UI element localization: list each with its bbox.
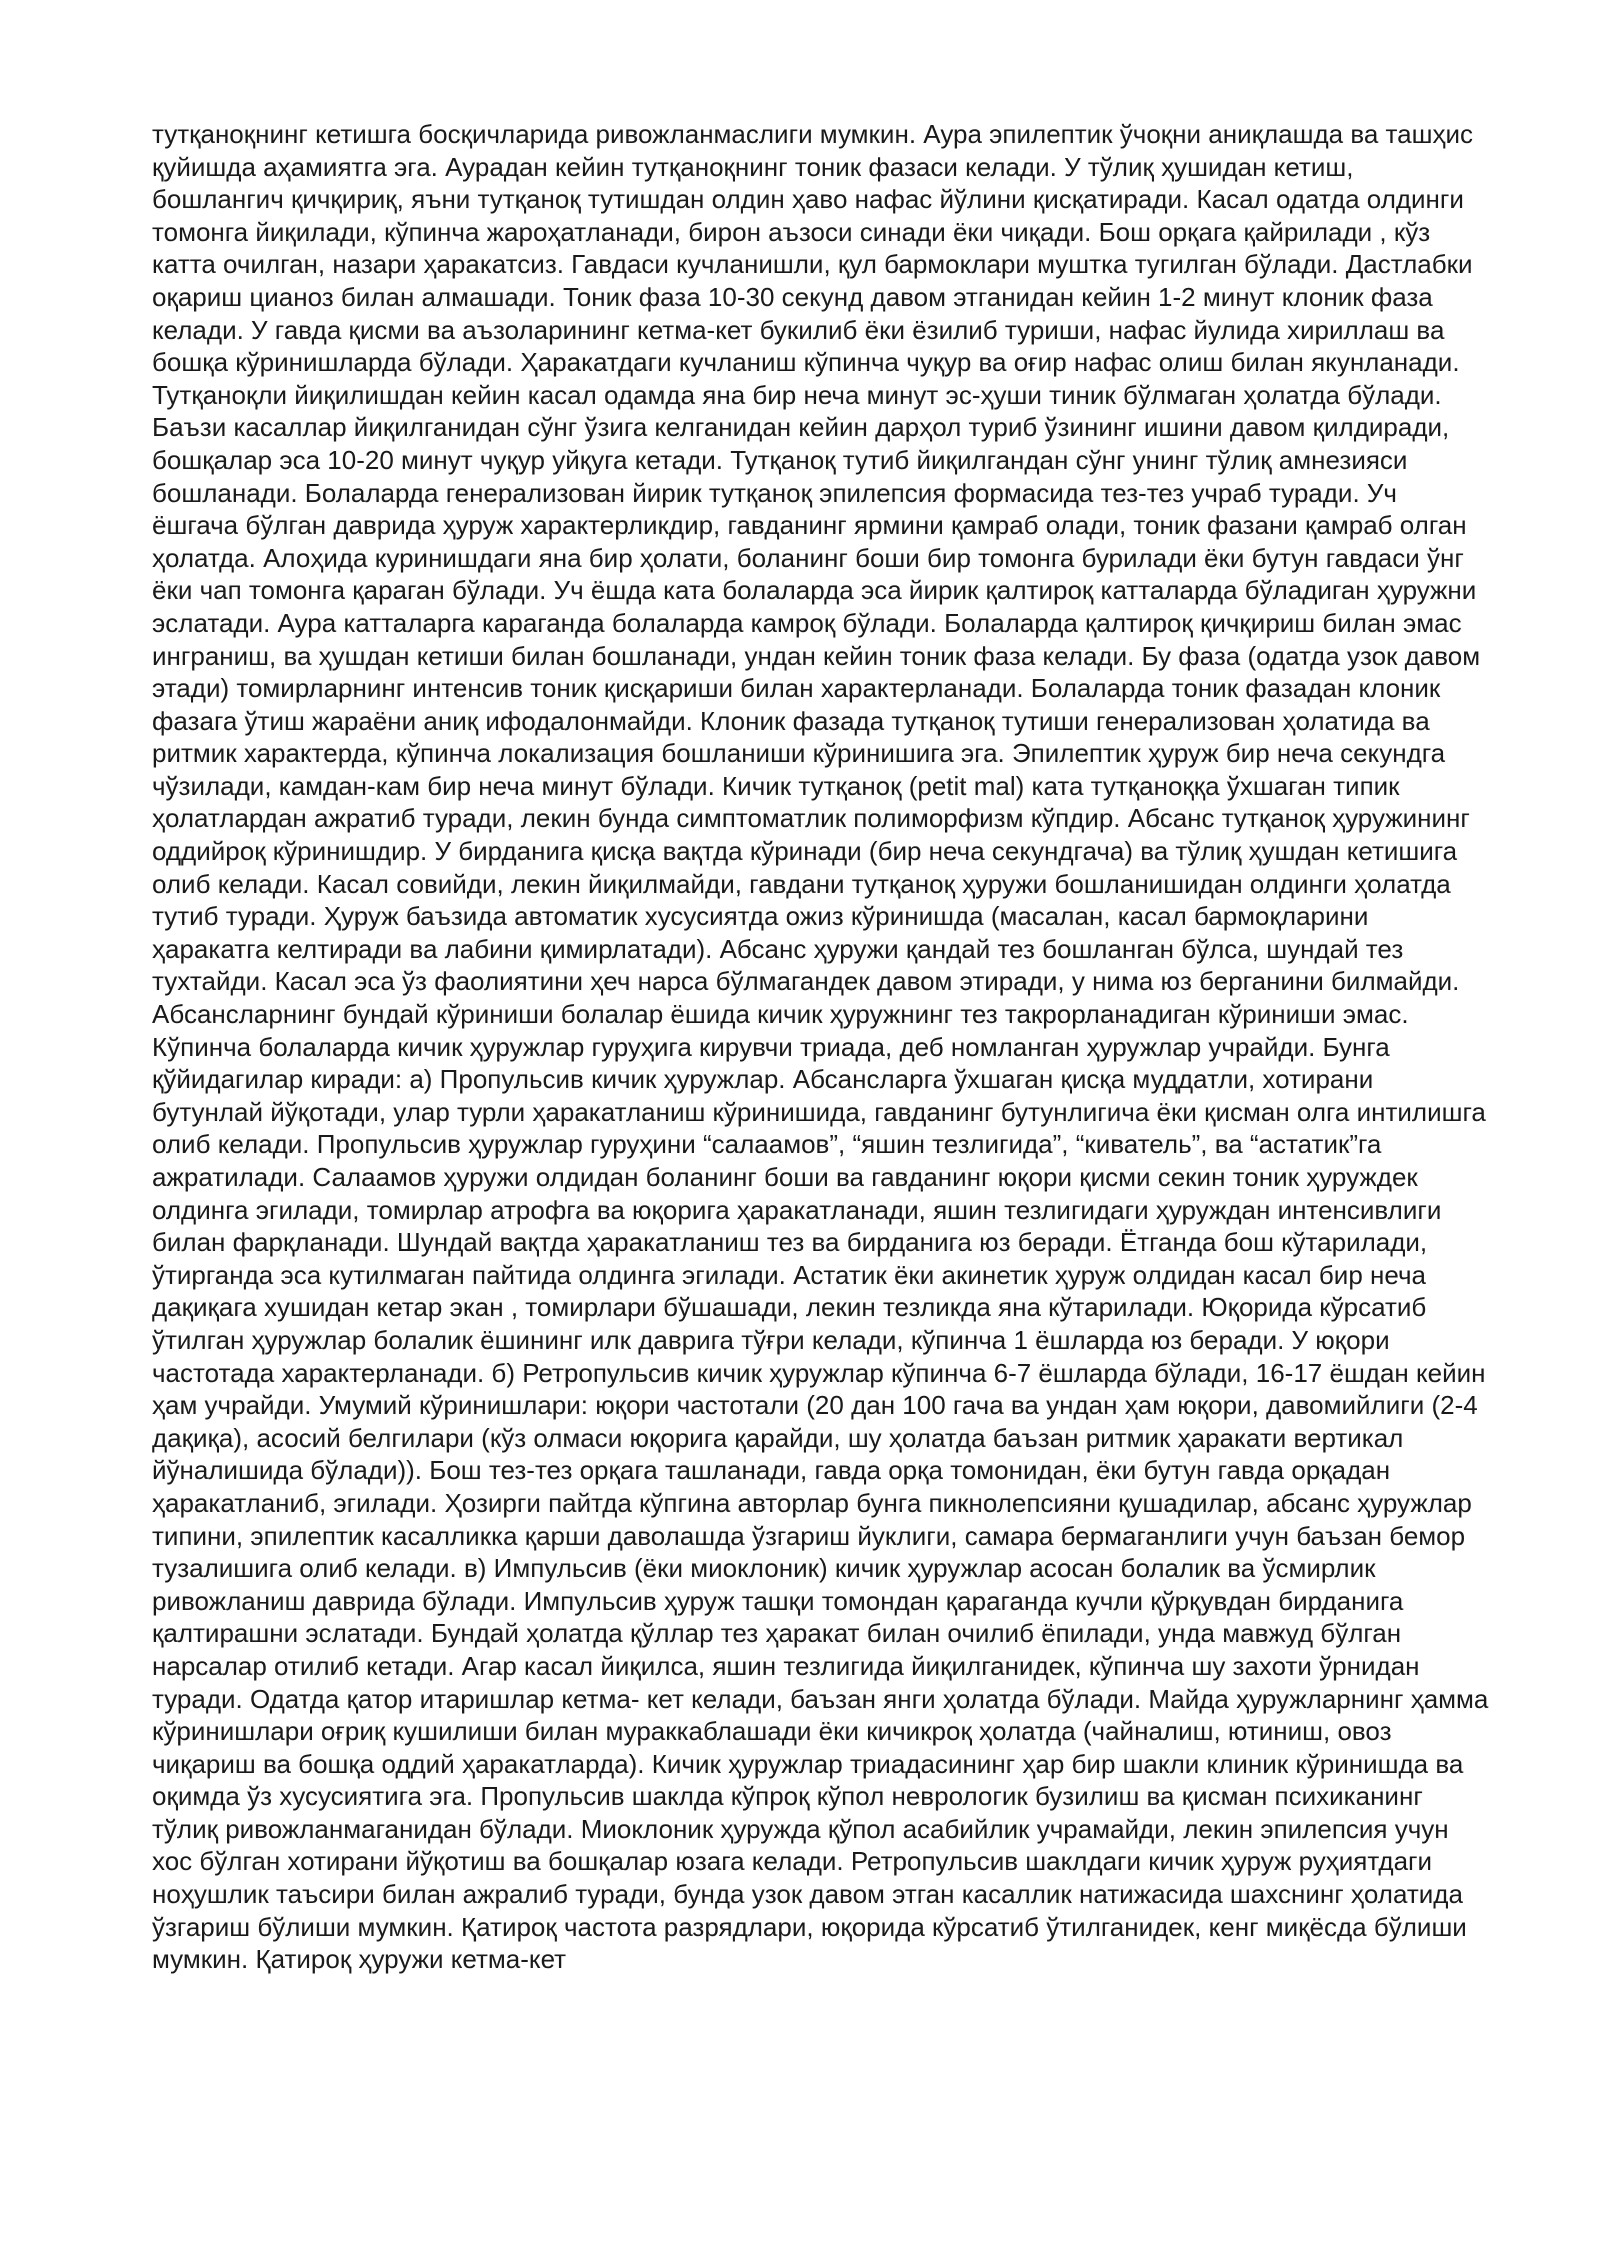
body-paragraph: тутқаноқнинг кетишга босқичларида ривожланмаслиги мумкин. Аура эпилептик ўчоқни аниқлашда ва ташҳис қуйишда аҳамиятга эга. Аурадан кейин тутқаноқнинг тоник фазаси келади. У тўлиқ ҳушидан кетиш, бошлангич қичқириқ, яъни тутқаноқ тутишдан олдин ҳаво нафас йўлини қисқатиради. Касал одатда олдинги томонга йиқилади, кўпинча жароҳатланади, бирон аъзоси синади ёки чиқади. Бош орқага қайрилади , кўз катта очилган, назари ҳаракатсиз. Гавдаси кучланишли, қул бармоклари муштка тугилган бўлади. Дастлабки оқариш цианоз билан алмашади. Тоник фаза 10-30 секунд давом этганидан кейин 1-2 минут клоник фаза келади. У гавда қисми ва аъзоларининг кетма-кет букилиб ёки ёзилиб туриши, нафас йулида хириллаш ва бошқа кўринишларда бўлади. Ҳаракатдаги кучланиш кўпинча чуқур ва оғир нафас олиш билан якунланади. Тутқаноқли йиқилишдан кейин касал одамда яна бир неча минут эс-ҳуши тиник бўлмаган ҳолатда бўлади. Баъзи касаллар йиқилганидан сўнг ўзига келганидан кейин дарҳол туриб ўзининг ишини давом қилдиради, бошқалар эса 10-20 минут чуқур уйқуга кетади. Тутқаноқ тутиб йиқилгандан сўнг унинг тўлиқ амнезияси бошланади. Болаларда генерализован йирик тутқаноқ эпилепсия формасида тез-тез учраб туради. Уч ёшгача бўлган даврида ҳуруж характерликдир, гавданинг ярмини қамраб олади, тоник фазани қамраб олган ҳолатда. Алоҳида куринишдаги яна бир ҳолати, боланинг боши бир томонга бурилади ёки бутун гавдаси ўнг ёки чап томонга қараган бўлади. Уч ёшда ката болаларда эса йирик қалтироқ катталарда бўладиган ҳуружни эслатади. Аура катталарга караганда болаларда камроқ бўлади. Болаларда қалтироқ қичқириш билан эмас инграниш, ва ҳушдан кетиши билан бошланади, ундан кейин тоник фаза келади. Бу фаза (одатда узок давом этади) томирларнинг интенсив тоник қисқариши билан характерланади. Болаларда тоник фазадан клоник фазага ўтиш жараёни аниқ ифодалонмайди. Клоник фазада тутқаноқ тутиши генерализован ҳолатида ва ритмик характерда, кўпинча локализация бошланиши кўринишига эга. Эпилептик ҳуруж бир неча секундга чўзилади, камдан-кам бир неча минут бўлади. Кичик тутқаноқ (petit mal) ката тутқаноққа ўхшаган типик ҳолатлардан ажратиб туради, лекин бунда симптоматлик полиморфизм кўпдир. Абсанс тутқаноқ ҳуружининг оддийроқ кўринишдир. У бирданига қисқа вақтда кўринади (бир неча секундгача) ва тўлиқ ҳушдан кетишига олиб келади. Касал совийди, лекин йиқилмайди, гавдани тутқаноқ ҳуружи бошланишидан олдинги ҳолатда тутиб туради. Ҳуруж баъзида автоматик хусусиятда ожиз кўринишда (масалан, касал бармоқларини ҳаракатга келтиради ва лабини қимирлатади). Абсанс ҳуружи қандай тез бошланган бўлса, шундай тез тухтайди. Касал эса ўз фаолиятини ҳеч нарса бўлмагандек давом этиради, у нима юз берганини билмайди. Абсансларнинг бундай кўриниши болалар ёшида кичик ҳуружнинг тез такрорланадиган кўриниши эмас. Кўпинча болаларда кичик ҳуружлар гуруҳига кирувчи триада, деб номланган ҳуружлар учрайди. Бунга қўйидагилар киради: а) Пропульсив кичик ҳуружлар. Абсансларга ўхшаган қисқа муддатли, хотирани бутунлай йўқотади, улар турли ҳаракатланиш кўринишида, гавданинг бутунлигича ёки қисман олга интилишга олиб келади. Пропульсив ҳуружлар гуруҳини “салаамов”, “яшин тезлигида”, “киватель”, ва “астатик”га ажратилади. Салаамов ҳуружи олдидан боланинг боши ва гавданинг юқори қисми секин тоник ҳуруждек олдинга эгилади, томирлар атрофга ва юқорига ҳаракатланади, яшин тезлигидаги ҳуруждан интенсивлиги билан фарқланади. Шундай вақтда ҳаракатланиш тез ва бирданига юз беради. Ётганда бош кўтарилади, ўтирганда эса кутилмаган пайтида олдинга эгилади. Астатик ёки акинетик ҳуруж олдидан касал бир неча дақиқага хушидан кетар экан , томирлари бўшашади, лекин тезликда яна кўтарилади. Юқорида кўрсатиб ўтилган ҳуружлар болалик ёшининг илк даврига тўғри келади, кўпинча 1 ёшларда юз беради. У юқори частотада характерланади. б) Ретропульсив кичик ҳуружлар кўпинча 6-7 ёшларда бўлади, 16-17 ёшдан кейин ҳам учрайди. Умумий кўринишлари: юқори частотали (20 дан 100 гача ва ундан ҳам юқори, давомийлиги (2-4 дақиқа), асосий белгилари (кўз олмаси юқорига қарайди, шу ҳолатда баъзан ритмик ҳаракати вертикал йўналишида бўлади)). Бош тез-тез орқага ташланади, гавда орқа томонидан, ёки бутун гавда орқадан ҳаракатланиб, эгилади. Ҳозирги пайтда кўпгина авторлар бунга пикнолепсияни қушадилар, абсанс ҳуружлар типини, эпилептик касалликка қарши даволашда ўзгариш йуклиги, самара бермаганлиги учун баъзан бемор тузалишига олиб келади. в) Импульсив (ёки миоклоник) кичик ҳуружлар асосан болалик ва ўсмирлик ривожланиш даврида бўлади. Импульсив ҳуруж ташқи томондан қараганда кучли қўрқувдан бирданига қалтирашни эслатади. Бундай ҳолатда қўллар тез ҳаракат билан очилиб ёпилади, унда мавжуд бўлган нарсалар отилиб кетади. Агар касал йиқилса, яшин тезлигида йиқилганидек, кўпинча шу захоти ўрнидан туради. Одатда қатор итаришлар кетма- кет келади, баъзан янги ҳолатда бўлади. Майда ҳуружларнинг ҳамма кўринишлари оғриқ кушилиши билан мураккаблашади ёки кичикроқ ҳолатда (чайналиш, ютиниш, овоз чиқариш ва бошқа оддий ҳаракатларда). Кичик ҳуружлар триадасининг ҳар бир шакли клиник кўринишда ва оқимда ўз хусусиятига эга. Пропульсив шаклда кўпроқ кўпол неврологик бузилиш ва қисман психиканинг тўлиқ ривожланмаганидан бўлади. Миоклоник ҳуружда қўпол асабийлик учрамайди, лекин эпилепсия учун хос бўлган хотирани йўқотиш ва бошқалар юзага келади. Ретропульсив шаклдаги кичик ҳуруж руҳиятдаги ноҳушлик таъсири билан ажралиб туради, бунда узок давом этган касаллик натижасида шахснинг ҳолатида ўзгариш бўлиши мумкин. Қатироқ частота разрядлари, юқорида кўрсатиб ўтилганидек, кенг миқёсда бўлиши мумкин. Қатироқ ҳуружи кетма-кет bbox=[152, 119, 1489, 1975]
document-page bbox=[152, 118, 1490, 1976]
